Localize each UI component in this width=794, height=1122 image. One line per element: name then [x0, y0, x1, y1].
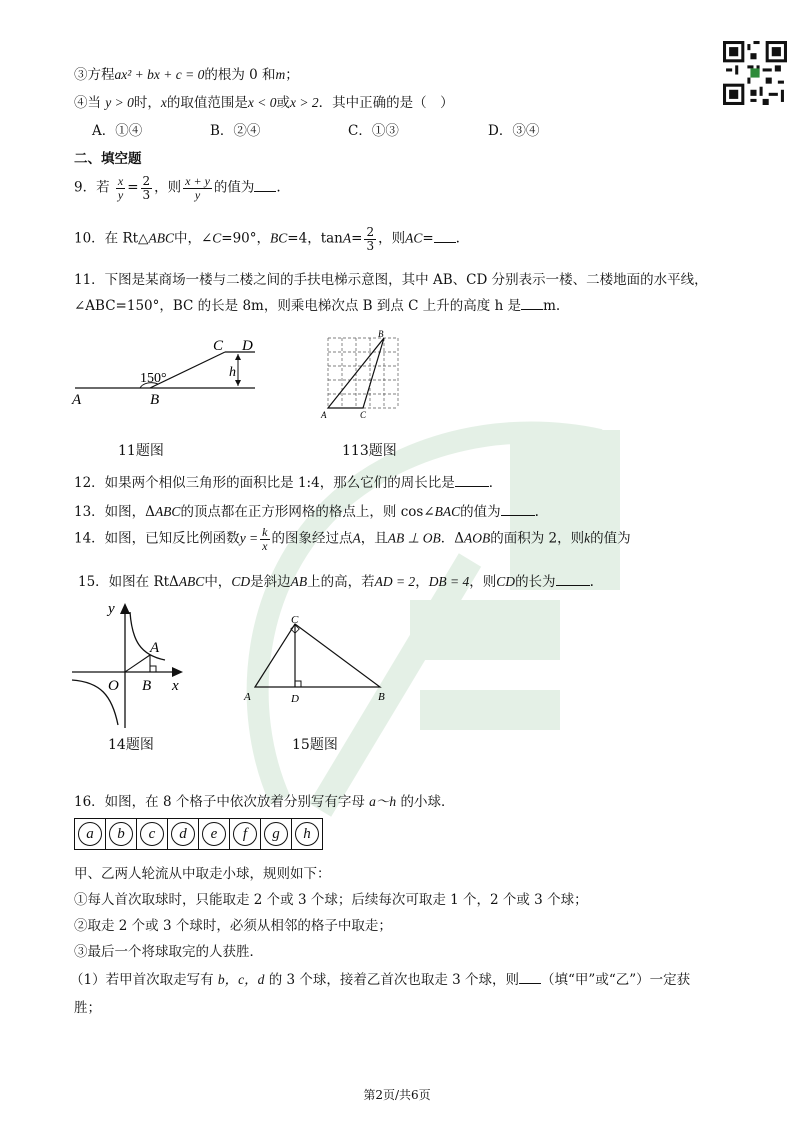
question-12 — [74, 471, 502, 491]
grid-cell[interactable] — [260, 818, 292, 850]
label-y: y — [108, 601, 115, 617]
text: 的图象经过点 — [271, 530, 353, 547]
math: a～h — [369, 794, 397, 809]
text: 13．如图，Δ — [74, 504, 155, 520]
math: ABC — [148, 230, 174, 246]
question-13: 13．如图，ΔABC的顶点都在正方形网格的格点上，则 cos∠BAC的值为 . — [74, 504, 539, 520]
text: 14．如图，已知反比例函数 — [74, 530, 240, 547]
math: C — [212, 230, 222, 246]
angle-label: 150° — [140, 371, 167, 386]
ball-grid — [74, 818, 322, 850]
math: AB — [290, 574, 308, 589]
answer-blank[interactable] — [556, 573, 590, 586]
label-c: C — [291, 614, 299, 626]
label-a: A — [244, 691, 251, 703]
figure-13-caption: 113题图 — [342, 443, 397, 459]
denominator: 3 — [142, 187, 151, 202]
text: ，且 — [360, 530, 388, 547]
math: A — [352, 530, 361, 546]
text: 中，∠ — [173, 230, 213, 247]
text: ，则 — [154, 179, 182, 196]
text: 的根为 0 和 — [204, 67, 276, 83]
question-16-rule-3: ③最后一个将球取完的人获胜． — [74, 944, 263, 960]
page-number: 第2页/共6页 — [363, 1088, 431, 1102]
label-a: A — [72, 392, 82, 408]
math: y = — [239, 530, 259, 546]
question-14 — [74, 526, 631, 552]
denominator: 3 — [366, 238, 375, 253]
label-b: B — [378, 329, 384, 339]
math-var: m — [275, 67, 286, 82]
text: ．Δ — [440, 530, 464, 547]
right-angle-mark — [150, 666, 156, 672]
text: 或 — [276, 95, 291, 111]
answer-blank[interactable] — [455, 474, 489, 487]
label-b: B — [378, 691, 385, 703]
grid-cell[interactable] — [167, 818, 199, 850]
text: 是斜边 — [250, 574, 291, 590]
text: 的值为 — [460, 504, 501, 520]
math: AC — [405, 230, 423, 246]
math-var: x — [160, 95, 167, 110]
text: 中， — [204, 574, 232, 590]
text: 9．若 — [74, 179, 110, 196]
grid-cell[interactable] — [291, 818, 323, 850]
text: =90°， — [221, 230, 271, 247]
answer-blank[interactable] — [501, 503, 535, 516]
fraction — [260, 526, 269, 552]
text: 的面积为 2，则 — [490, 530, 585, 547]
text: ，则 — [378, 230, 406, 247]
figure-14-caption: 14题图 — [108, 737, 154, 753]
label-c: C — [213, 338, 224, 354]
text: ，则 — [469, 574, 497, 590]
text: 的 3 个球，接着乙首次也取走 3 个球，则 — [268, 972, 520, 988]
question-16-sub-1 — [70, 968, 690, 988]
answer-blank[interactable] — [434, 230, 456, 243]
label-b: B — [150, 392, 160, 408]
question-15: 15．如图在 RtΔABC中，CD是斜边AB上的高，若AD = 2，DB = 4，则CD的长为 . — [78, 574, 594, 590]
section-title: 二、填空题 — [74, 151, 142, 167]
figure-15 — [240, 612, 390, 708]
ball: d — [171, 822, 195, 846]
arrow-up-icon — [120, 603, 130, 614]
grid-cell[interactable] — [229, 818, 261, 850]
text: = — [422, 230, 434, 247]
text: （填“甲”或“乙”）一定获 — [541, 972, 691, 988]
label-b: B — [142, 678, 152, 694]
math: AB ⊥ OB — [387, 530, 441, 546]
text: 的值为 — [213, 179, 255, 196]
math: DB = 4 — [428, 574, 470, 589]
segment-oa — [125, 655, 150, 672]
text: = — [127, 179, 139, 196]
numerator: x + y — [185, 174, 210, 188]
label-x: x — [172, 678, 179, 694]
denominator: x — [262, 538, 268, 553]
triangle-abc — [255, 624, 380, 687]
grid-cell[interactable] — [136, 818, 168, 850]
ball: h — [295, 822, 319, 846]
math: ABC — [154, 504, 181, 519]
text: 12．如果两个相似三角形的面积比是 1:4，那么它们的周长比是 — [74, 475, 455, 491]
figure-11-caption: 11题图 — [118, 443, 164, 459]
text: = — [351, 230, 363, 247]
text: ．其中正确的是（ ） — [318, 95, 454, 111]
q8-option-d[interactable]: D．③④ — [488, 123, 540, 139]
question-16-sub-1-end: 胜； — [74, 1000, 101, 1016]
text: 10．在 Rt△ — [74, 230, 149, 247]
hyperbola-branch-1 — [130, 612, 165, 660]
answer-blank[interactable] — [519, 971, 541, 984]
text: ， — [415, 574, 429, 590]
math: y > 0 — [105, 95, 134, 110]
right-angle-mark — [295, 681, 301, 687]
math: x < 0 — [247, 95, 277, 110]
fraction — [116, 175, 125, 201]
text: m. — [543, 298, 561, 314]
ball: c — [140, 822, 164, 846]
ball: g — [264, 822, 288, 846]
numerator: 2 — [366, 225, 375, 239]
question-10: 10．在 Rt△ABC中，∠C=90°，BC=4，tanA= $\frac{2}{3}$ ，则AC= . — [74, 225, 460, 253]
label-h: h — [229, 365, 236, 380]
q8-item-3 — [74, 63, 299, 83]
denominator: y — [117, 187, 124, 202]
grid-cell[interactable] — [198, 818, 230, 850]
math: CD — [231, 574, 251, 589]
arrow-right-icon — [172, 667, 183, 677]
ball: e — [202, 822, 226, 846]
math: ABC — [178, 574, 205, 589]
text: 时， — [133, 95, 161, 111]
text: 的值为 — [590, 530, 631, 547]
math: BAC — [434, 504, 461, 519]
grid-cell[interactable] — [105, 818, 137, 850]
q8-option-c[interactable]: C．①③ — [348, 123, 399, 139]
question-11-line-2 — [74, 294, 560, 314]
question-16-rule-1: ①每人首次取球时，只能取走 2 个或 3 个球；后续每次可取走 1 个，2 个或 3 个球； — [74, 892, 588, 908]
text: 16．如图，在 8 个格子中依次放着分别写有字母 — [74, 794, 365, 810]
answer-blank[interactable] — [254, 179, 276, 192]
text: 的小球． — [400, 794, 455, 810]
text: 15．如图在 RtΔ — [78, 574, 179, 590]
arrow-down-icon — [235, 380, 241, 386]
answer-blank[interactable] — [521, 297, 543, 310]
fraction — [364, 226, 376, 252]
math: BC — [270, 230, 288, 246]
ball: a — [78, 822, 102, 846]
math: CD — [496, 574, 516, 589]
numerator: x — [117, 174, 124, 188]
label-a: A — [150, 640, 160, 656]
numerator: 2 — [142, 174, 151, 188]
math: k — [584, 530, 591, 546]
question-16-line-2: 甲、乙两人轮流从中取走小球，规则如下： — [74, 866, 331, 882]
denominator: y — [194, 187, 201, 202]
grid-cell[interactable] — [74, 818, 106, 850]
ball: f — [233, 822, 257, 846]
text: ∠ABC=150°，BC 的长是 8m，则乘电梯次点 B 到点 C 上升的高度 h 是 — [74, 298, 522, 314]
math: x > 2 — [290, 95, 319, 110]
text: 上的高，若 — [307, 574, 375, 590]
ball: b — [109, 822, 133, 846]
figure-11 — [70, 338, 260, 408]
text: 的取值范围是 — [166, 95, 248, 111]
question-16-line-1 — [74, 790, 454, 810]
fraction — [183, 175, 212, 201]
watermark-logo — [210, 330, 650, 860]
figure-14 — [70, 600, 190, 730]
math: A — [342, 230, 352, 246]
math-equation: ax² + bx + c = 0 — [114, 67, 205, 82]
text: 的长为 — [515, 574, 556, 590]
label-d: D — [291, 693, 299, 705]
label-a: A — [321, 410, 327, 420]
figure-13 — [318, 328, 408, 420]
label-c: C — [360, 410, 367, 420]
question-16-rule-2: ②取走 2 个或 3 个球时，必须从相邻的格子中取走； — [74, 918, 392, 934]
text: ③方程 — [74, 67, 115, 83]
math: b，c，d — [217, 972, 265, 987]
text: ④当 — [74, 95, 101, 111]
math: AD = 2 — [374, 574, 416, 589]
numerator: k — [262, 525, 268, 539]
text: =4，tan — [287, 230, 343, 247]
q8-item-4 — [74, 91, 454, 111]
text: ． — [488, 475, 503, 491]
qr-code — [723, 41, 787, 105]
q8-option-a[interactable]: A．①④ — [92, 123, 143, 139]
question-11-line-1: 11．下图是某商场一楼与二楼之间的手扶电梯示意图，其中 AB、CD 分别表示一楼、二楼地面的水平线， — [74, 272, 708, 288]
fraction — [141, 175, 153, 201]
q8-option-b[interactable]: B．②④ — [210, 123, 261, 139]
label-d: D — [242, 338, 253, 354]
text: 的顶点都在正方形网格的格点上，则 cos∠ — [180, 504, 435, 520]
text: ； — [285, 67, 299, 83]
figure-15-caption: 15题图 — [292, 737, 338, 753]
question-9: 9．若 $\frac{x}{y}$ = $\frac{2}{3}$ ，则 $\frac{x + y}{y}$ 的值为 . — [74, 174, 281, 202]
text: （1）若甲首次取走写有 — [70, 972, 214, 988]
arrow-up-icon — [235, 354, 241, 360]
label-o: O — [108, 678, 119, 694]
math: AOB — [464, 530, 491, 546]
